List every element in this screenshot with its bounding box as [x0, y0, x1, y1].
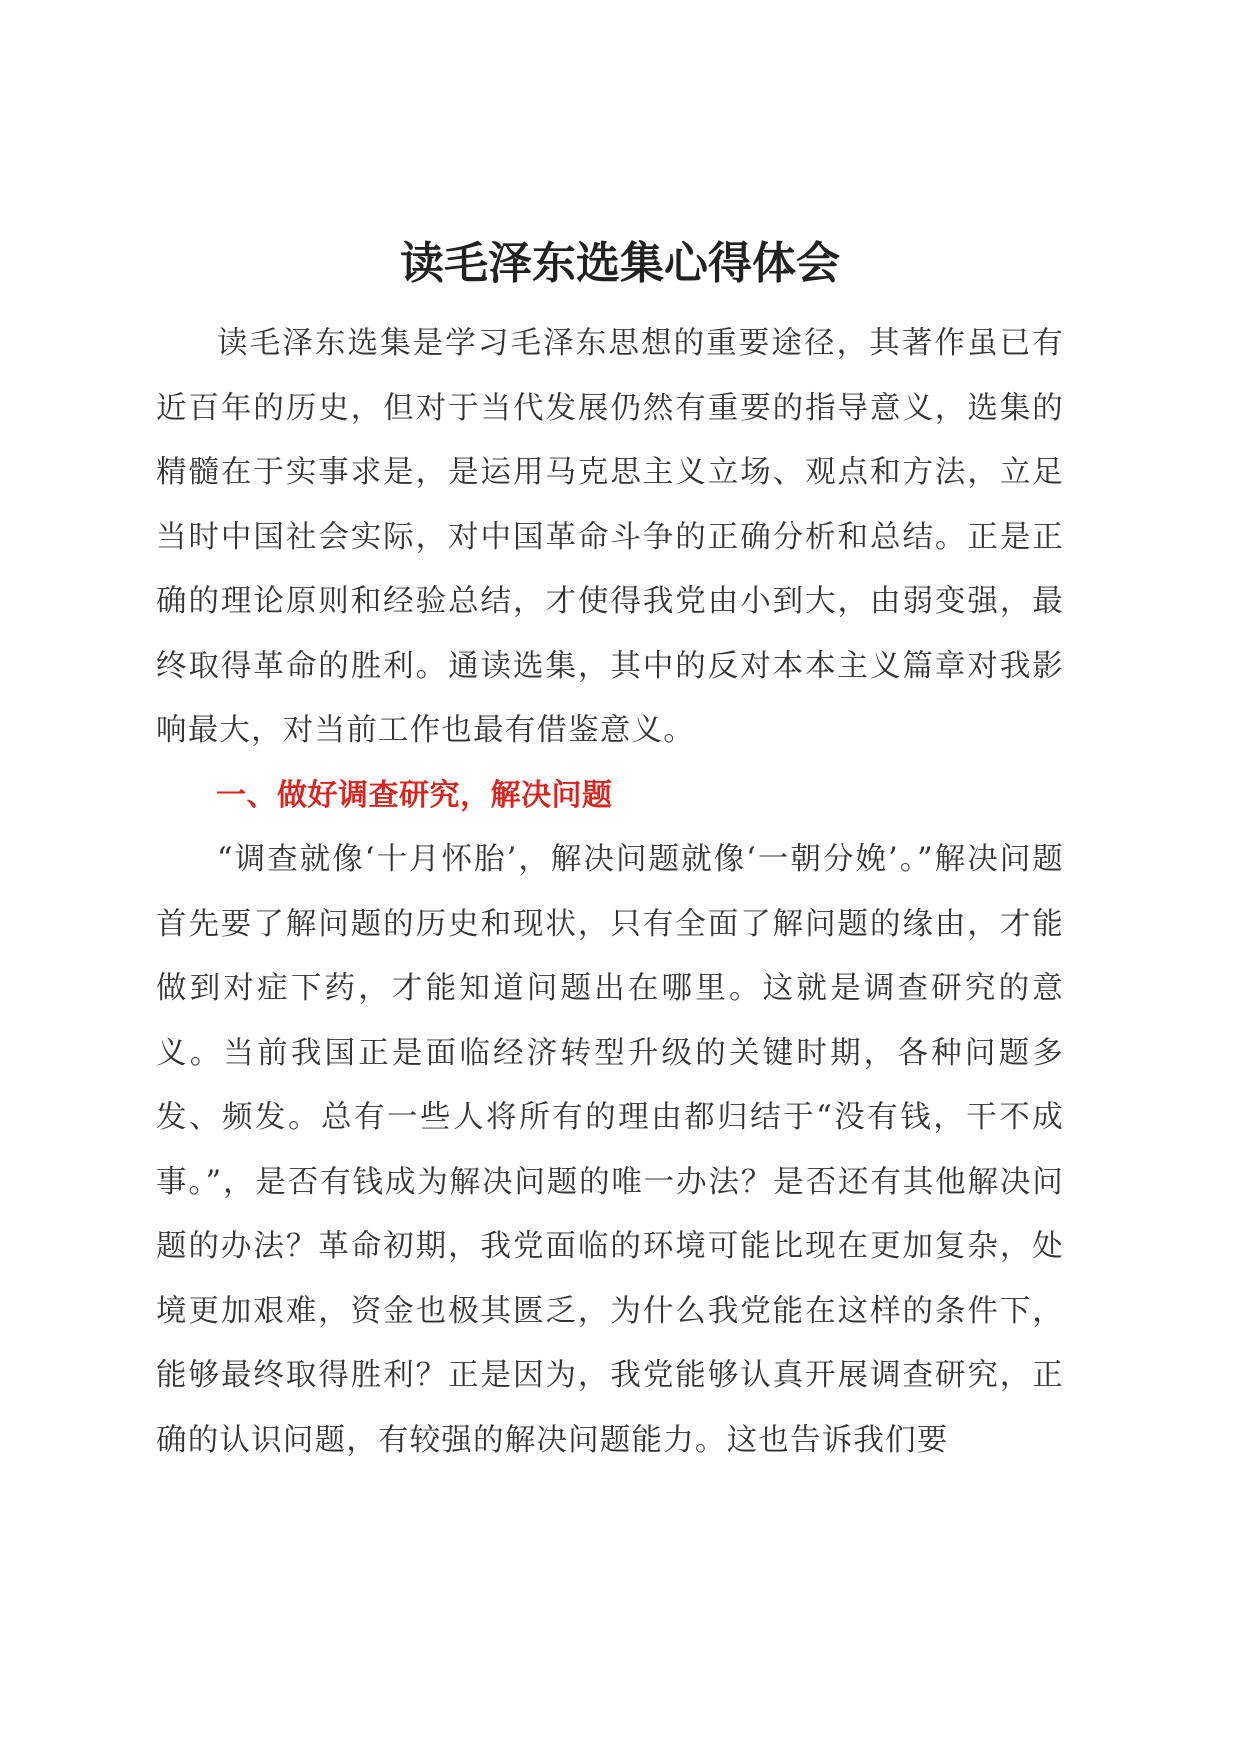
document-body	[156, 312, 1064, 1473]
document-title: 读毛泽东选集心得体会	[400, 238, 840, 290]
intro-paragraph: 读毛泽东选集是学习毛泽东思想的重要途径，其著作虽已有近百年的历史，但对于当代发展仍然有重要的指导意义，选集的精髓在于实事求是，是运用马克思主义立场、观点和方法，立足当时中国社会实际，对中国革命斗争的正确分析和总结。正是正确的理论原则和经验总结，才使得我党由小到大，由弱变强，最终取得革命的胜利。通读选集，其中的反对本本主义篇章对我影响最大，对当前工作也最有借鉴意义。	[156, 326, 1064, 748]
section-paragraph: “调查就像‘十月怀胎’，解决问题就像‘一朝分娩’。”解决问题首先要了解问题的历史和现状，只有全面了解问题的缘由，才能做到对症下药，才能知道问题出在哪里。这就是调查研究的意义。当前我国正是面临经济转型升级的关键时期，各种问题多发、频发。总有一些人将所有的理由都归结于“没有钱，干不成事。”，是否有钱成为解决问题的唯一办法？是否还有其他解决问题的办法？革命初期，我党面临的环境可能比现在更加复杂，处境更加艰难，资金也极其匮乏，为什么我党能在这样的条件下，能够最终取得胜利？正是因为，我党能够认真开展调查研究，正确的认识问题，有较强的解决问题能力。这也告诉我们要	[156, 842, 1064, 1458]
section-heading: 一、做好调查研究，解决问题	[216, 777, 613, 813]
